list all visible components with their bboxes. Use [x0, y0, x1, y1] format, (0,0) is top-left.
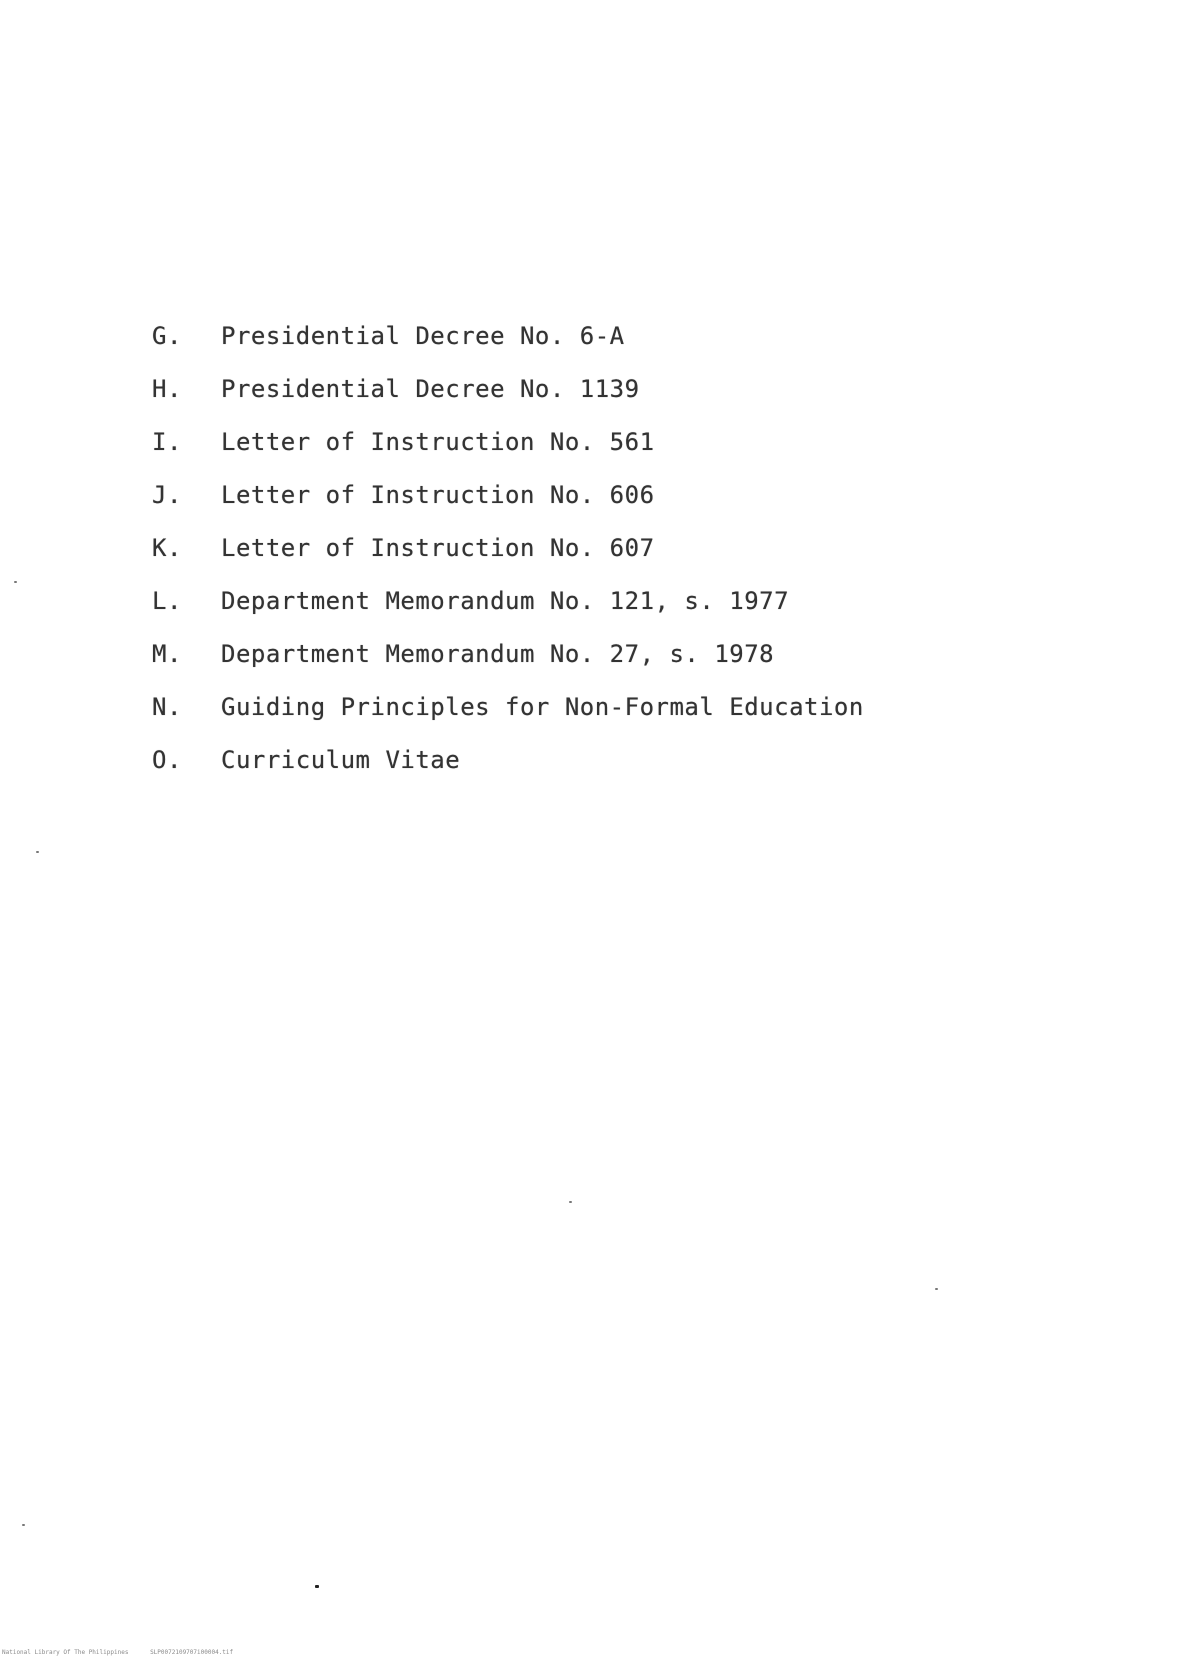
attachment-item-h: [152, 375, 864, 428]
scan-speck: [569, 1201, 572, 1203]
scan-speck: [14, 581, 17, 583]
attachment-title: Department Memorandum No. 121, s. 1977: [221, 587, 790, 615]
attachment-item-l: [152, 587, 864, 640]
attachment-letter: L.: [152, 587, 182, 615]
attachment-title: Department Memorandum No. 27, s. 1978: [221, 640, 775, 668]
attachment-title: Letter of Instruction No. 561: [221, 428, 655, 456]
scan-speck: [315, 1585, 319, 1588]
attachment-letter: O.: [152, 746, 182, 774]
scan-footer: [2, 1649, 233, 1656]
attachment-title: Letter of Instruction No. 606: [221, 481, 655, 509]
attachment-item-j: [152, 481, 864, 534]
attachment-title: Presidential Decree No. 1139: [221, 375, 640, 403]
attachment-letter: M.: [152, 640, 182, 668]
footer-library: National Library Of The Philippines: [2, 1649, 129, 1656]
attachment-letter: H.: [152, 375, 182, 403]
attachment-title: Curriculum Vitae: [221, 746, 461, 774]
attachment-item-m: [152, 640, 864, 693]
attachment-list: [152, 322, 864, 799]
attachment-letter: G.: [152, 322, 182, 350]
attachment-item-i: [152, 428, 864, 481]
attachment-item-g: [152, 322, 864, 375]
attachment-letter: N.: [152, 693, 182, 721]
attachment-item-o: [152, 746, 864, 799]
attachment-item-n: [152, 693, 864, 746]
scan-speck: [36, 851, 39, 853]
attachment-title: Guiding Principles for Non-Formal Education: [221, 693, 864, 721]
scan-speck: [22, 1524, 25, 1526]
attachment-item-k: [152, 534, 864, 587]
attachment-title: Letter of Instruction No. 607: [221, 534, 655, 562]
attachment-letter: J.: [152, 481, 182, 509]
attachment-letter: I.: [152, 428, 182, 456]
footer-file-code: SLP0072109707i00004.tif: [150, 1649, 234, 1656]
attachment-letter: K.: [152, 534, 182, 562]
scan-speck: [935, 1288, 938, 1290]
attachment-title: Presidential Decree No. 6-A: [221, 322, 625, 350]
